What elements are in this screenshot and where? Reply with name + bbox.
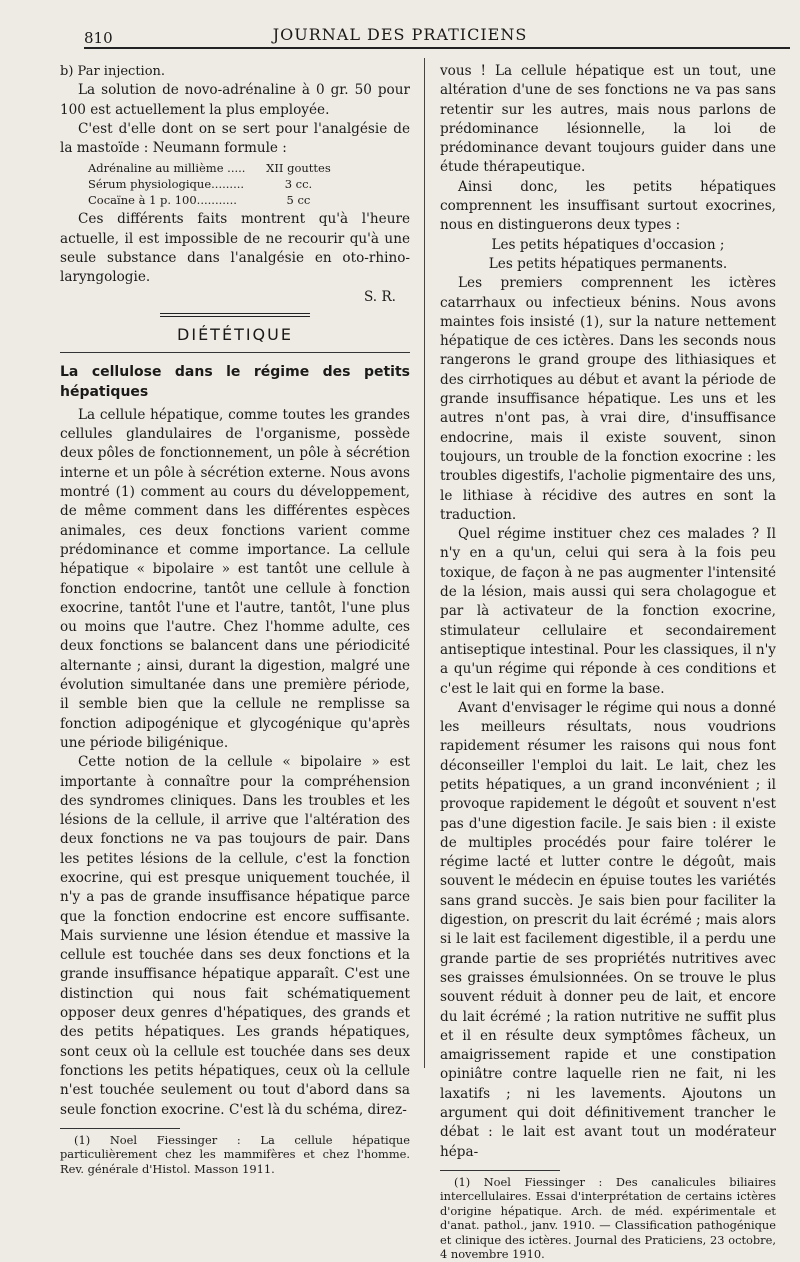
paragraph: C'est d'elle dont on se sert pour l'analgésie de la mastoïde : Neumann formule :	[60, 120, 410, 157]
section-heading: DIÉTÉTIQUE	[177, 324, 293, 344]
footnote-rule	[440, 1170, 560, 1171]
paragraph: Les premiers comprennent les ictères catarrhaux ou infectieux bénins. Nous avons maintes fois insisté (1), sur la nature nettement hépatique de ces ictères. Dans les seconds nous rangerons le grand groupe des lithiasiques et des cirrhotiques au début et avant la période de grande insuffisance hépatique. Les uns et les autres n'ont pas, à vrai dire, d'insuffisance endocrine, mais il existe souvent, sinon toujours, un trouble de la fonction exocrine : les troubles digestifs, l'acholie pigmentaire des uns, le lithiase à récidive des autres en sont la traduction.	[440, 275, 776, 523]
paragraph: La cellule hépatique, comme toutes les grandes cellules glandulaires de l'organisme, possède deux pôles de fonctionnement, un pôle à sécrétion interne et un pôle à sécrétion externe. Nous avons montré (1) comment au cours du développement, de même comment dans les différentes espèces animales, ces deux fonctions varient comme prédominance et comme importance. La cellule hépatique « bipolaire » est tantôt une cellule à fonction endocrine, tantôt une cellule à fonction exocrine, tantôt l'une et l'autre, tantôt, l'une plus ou moins que l'autre. Chez l'homme adulte, ces deux fonctions se balancent dans une périodicité alternante ; ainsi, durant la digestion, malgré une évolution simultanée dans une première période, il semble bien que la cellule ne remplisse sa fonction adipogénique et glycogénique qu'après une période biligénique.	[60, 406, 410, 751]
type-item: Les petits hépatiques permanents.	[488, 255, 728, 272]
ingredient-name: Sérum physiologique.........	[88, 177, 245, 192]
paragraph: Cette notion de la cellule « bipolaire » est importante à connaître pour la compréhension des syndromes cliniques. Dans les troubles et les lésions de la cellule, il arrive que l'altération des deux fonctions ne va pas toujours de pair. Dans les petites lésions de la cellule, c'est la fonction exocrine, qui est presque uniquement touchée, il n'y a pas de grande insuffisance hépatique parce que la fonction endocrine est encore suffisante. Mais survienne une lésion étendue et massive la cellule est touchée dans ses deux fonctions et la grande insuffisance hépatique apparaît. C'est une distinction qui nous fait schématiquement opposer deux genres d'hépatiques, des grands et des petits hépatiques. Les grands hépatiques, sont ceux où la cellule est touchée dans ses deux fonctions les petits hépatiques, ceux où la cellule n'est touchée seulement ou tout d'abord dans sa seule fonction exocrine. C'est là du schéma, direz-	[60, 754, 410, 1118]
author-signature: S. R.	[363, 288, 396, 305]
left-column	[60, 62, 410, 1176]
formula-row	[88, 192, 351, 208]
ingredient-quantity: 3 cc.	[284, 177, 313, 192]
paragraph: Ces différents faits montrent qu'à l'heure actuelle, il est impossible de ne recourir qu'à une seule substance dans l'analgésie en oto-rhino-laryngologie.	[60, 211, 410, 286]
ingredient-quantity: 5 cc	[286, 193, 311, 208]
page-number: 810	[84, 29, 113, 47]
neumann-formula-table	[88, 160, 351, 208]
ingredient-name: Adrénaline au millième .....	[88, 161, 246, 176]
double-rule	[160, 313, 310, 317]
paragraph: La solution de novo-adrénaline à 0 gr. 50 pour 100 est actuellement la plus employée.	[60, 82, 410, 118]
ingredient-quantity: XII gouttes	[266, 161, 331, 176]
column-divider	[424, 58, 425, 1068]
formula-row	[88, 176, 351, 192]
paragraph: Quel régime instituer chez ces malades ? Il n'y en a qu'un, celui qui sera à la fois peu toxique, de façon à ne pas augmenter l'intensité de la lésion, mais aussi qui sera cholagogue et par là activateur de la fonction exocrine, stimulateur cellulaire et secondairement antiseptique intestinal. Pour les classiques, il n'y a qu'un régime qui réponde à ces conditions et c'est le lait qui en forme la base.	[440, 526, 776, 697]
page-header	[0, 0, 800, 56]
section-rule	[60, 352, 410, 353]
ingredient-name: Cocaïne à 1 p. 100...........	[88, 193, 237, 208]
paragraph: Avant d'envisager le régime qui nous a donné les meilleurs résultats, nous voudrions rapidement résumer les raisons qui nous font déconseiller l'emploi du lait. Le lait, chez les petits hépatiques, a un grand inconvénient ; il provoque rapidement le dégoût et souvent n'est pas d'une digestion facile. Je sais bien : il existe de multiples procédés pour faire tolérer le régime lacté et lutter contre le dégoût, mais souvent le médecin en épuise toutes les variétés sans grand succès. Je sais bien pour faciliter la digestion, on prescrit du lait écrémé ; mais alors si le lait est facilement digestible, il a perdu une grande partie de ses propriétés nutritives avec ses graisses émulsionnées. On se trouve le plus souvent réduit à donner peu de lait, et encore du lait écrémé ; la ration nutritive ne suffit plus et il en résulte deux symptômes fâcheux, un amaigrissement rapide et une constipation opiniâtre contre laquelle rien ne fait, ni les laxatifs ; ni les lavements. Ajoutons un argument qui doit définitivement trancher le débat : le lait est avant tout un modérateur hépa-	[440, 699, 776, 1160]
footnote: (1) Noel Fiessinger : La cellule hépatique particulièrement chez les mammifères et chez l'homme. Rev. générale d'Histol. Masson 1911.	[60, 1132, 410, 1176]
footnote-rule	[60, 1128, 180, 1129]
journal-title: JOURNAL DES PRATICIENS	[272, 25, 528, 44]
type-item: Les petits hépatiques d'occasion ;	[491, 236, 725, 253]
formula-row	[88, 160, 351, 176]
right-column	[440, 62, 776, 1262]
subheading-injection: b) Par injection.	[60, 64, 166, 79]
footnote: (1) Noel Fiessinger : Des canalicules biliaires intercellulaires. Essai d'interprétation de certains ictères d'origine hépatique. Arch. de méd. expérimentale et d'anat. pathol., janv. 1910. — Classification pathogénique et clinique des ictères. Journal des Praticiens, 23 octobre, 4 novembre 1910.	[440, 1174, 776, 1262]
paragraph: vous ! La cellule hépatique est un tout, une altération d'une de ses fonctions ne va pas sans retentir sur les autres, mais nous parlons de prédominance lésionnelle, la loi de prédominance devant toujours guider dans une étude thérapeutique.	[440, 63, 776, 176]
article-title: La cellulose dans le régime des petits hépatiques	[60, 364, 410, 400]
paragraph: Ainsi donc, les petits hépatiques comprennent les insuffisant surtout exocrines, nous en distinguerons deux types :	[440, 178, 776, 234]
header-rule	[84, 47, 790, 49]
